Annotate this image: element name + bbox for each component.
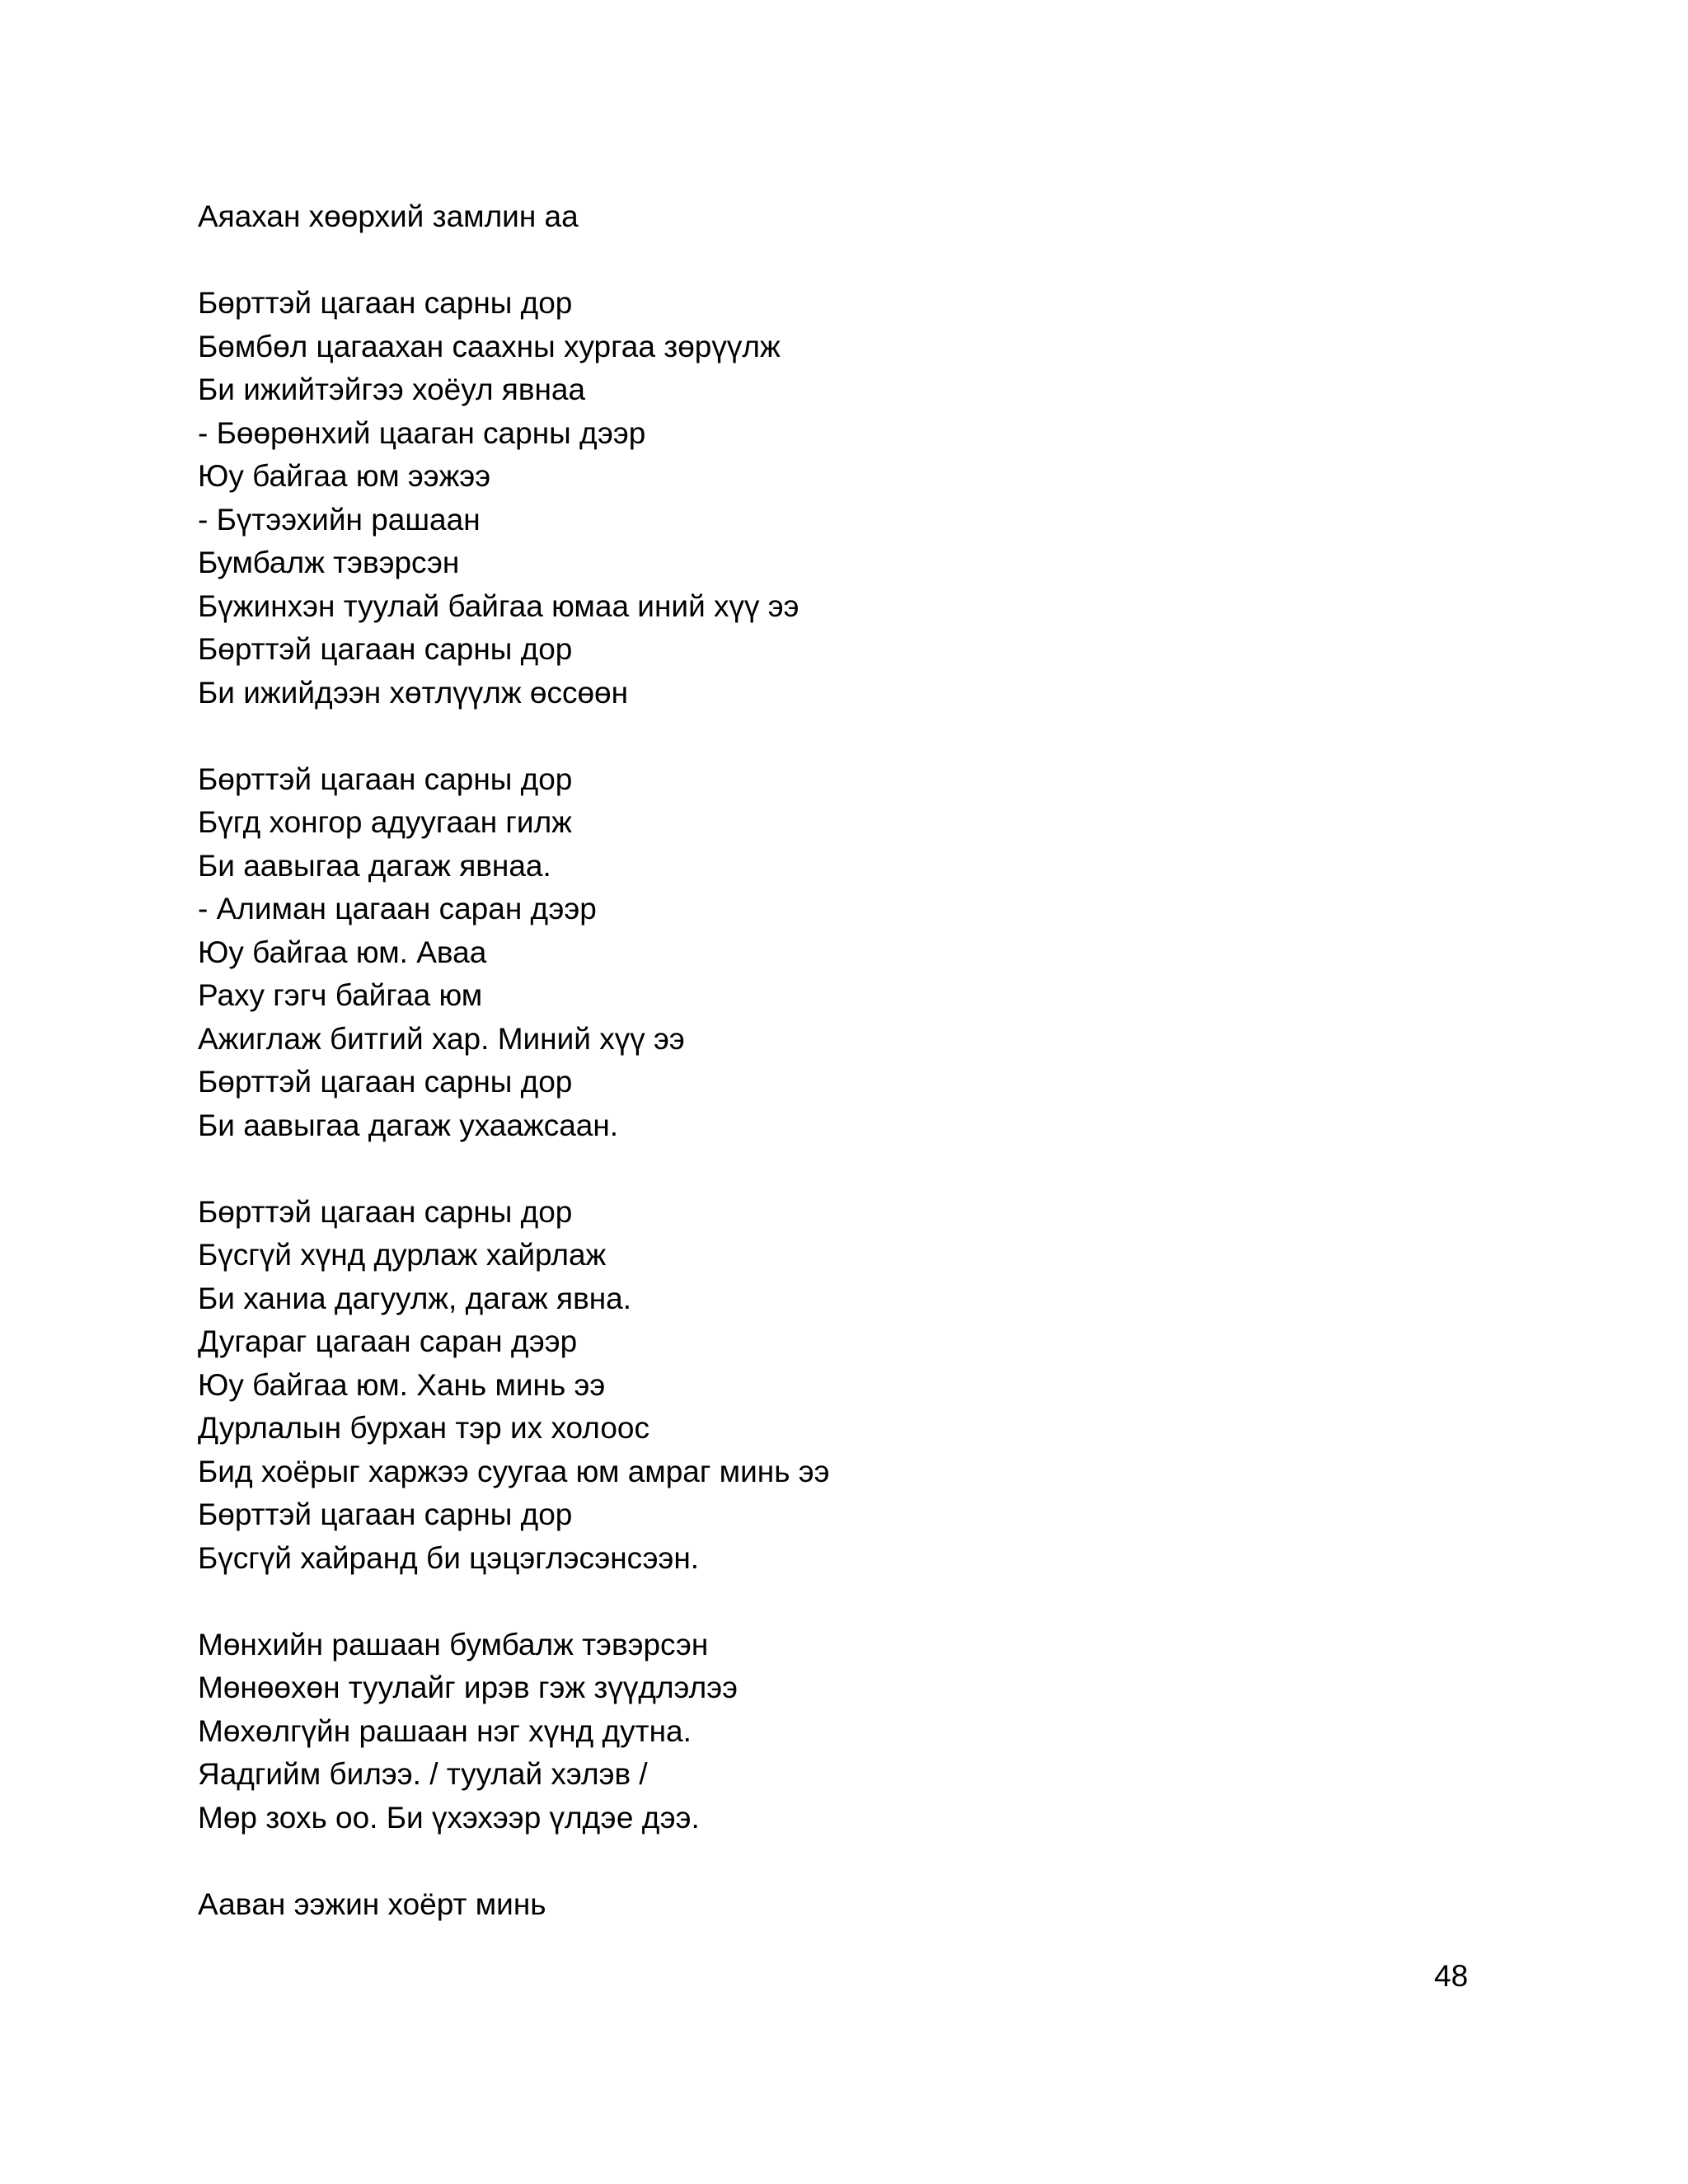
poem-line: Мөнхийн рашаан бумбалж тэвэрсэн [198, 1627, 709, 1661]
poem-line: - Бүтээхийн рашаан [198, 502, 481, 537]
poem-line: Юу байгаа юм. Хань минь ээ [198, 1367, 606, 1402]
poem-line: Бүсгүй хайранд би цэцэглэсэнсээн. [198, 1540, 700, 1575]
poem-line: Дугараг цагаан саран дээр [198, 1324, 578, 1358]
poem-line: Дурлалын бурхан тэр их холоос [198, 1411, 649, 1445]
poem-line: Бүсгүй хүнд дурлаж хайрлаж [198, 1238, 607, 1272]
poem-line: Мөхөлгүйн рашаан нэг хүнд дутна. [198, 1713, 692, 1748]
poem-line: Мөнөөхөн туулайг ирэв гэж зүүдлэлээ [198, 1671, 738, 1704]
stanza-spacer [198, 1840, 1484, 1883]
poem-line: Яадгийм билээ. / туулай хэлэв / [198, 1757, 648, 1791]
poem-line: Бөрттэй цагаан сарны дор [198, 632, 573, 666]
poem-line: Бөрттэй цагаан сарны дор [198, 1497, 573, 1531]
stanza-spacer [198, 1147, 1484, 1191]
stanza [198, 1883, 1484, 1927]
stanza [198, 1191, 1484, 1581]
poem-line: Бөмбөл цагаахан саахны хургаа зөрүүлж [198, 329, 781, 363]
poem-line: Мөр зохь оо. Би үхэхээр үлдэе дээ. [198, 1800, 700, 1835]
stanza [198, 758, 1484, 1148]
poem-line: - Алиман цагаан саран дээр [198, 892, 597, 926]
poem-line: Юу байгаа юм. Аваа [198, 935, 487, 969]
poem-line: Би ханиа дагуулж, дагаж явна. [198, 1281, 632, 1315]
poem-body [198, 195, 1484, 1926]
poem-line: Бөрттэй цагаан сарны дор [198, 286, 573, 320]
poem-line: Бөрттэй цагаан сарны дор [198, 1194, 573, 1229]
stanza-spacer [198, 1580, 1484, 1624]
stanza [198, 1624, 1484, 1840]
poem-line: Би аавыгаа дагаж ухаажсаан. [198, 1108, 619, 1142]
poem-line: Бумбалж тэвэрсэн [198, 546, 460, 579]
poem-line: Бөрттэй цагаан сарны дор [198, 1065, 573, 1099]
stanza-spacer [198, 239, 1484, 283]
poem-line: Раху гэгч байгаа юм [198, 978, 483, 1012]
poem-title: Аяахан хөөрхий замлин аа [198, 199, 579, 233]
page-number: 48 [1434, 1959, 1469, 1993]
poem-line: - Бөөрөнхий цааган сарны дээр [198, 415, 646, 450]
poem-line: Бүгд хонгор адуугаан гилж [198, 805, 572, 839]
poem-line: Бид хоёрыг харжээ суугаа юм амраг минь ээ [198, 1454, 830, 1488]
poem-line: Бөрттэй цагаан сарны дор [198, 762, 573, 796]
stanza-spacer [198, 715, 1484, 758]
poem-line: Ажиглаж битгий хар. Миний хүү ээ [198, 1021, 685, 1056]
poem-line: Бүжинхэн туулай байгаа юмаа иний хүү ээ [198, 588, 799, 623]
poem-line: Би ижийтэйгээ хоёул явнаа [198, 373, 586, 406]
poem-line: Би аавыгаа дагаж явнаа. [198, 848, 551, 883]
poem-line: Юу байгаа юм ээжээ [198, 459, 491, 493]
poem-line: Аавaн ээжин хоёрт минь [198, 1886, 546, 1921]
poem-line: Би ижийдээн хөтлүүлж өссөөн [198, 675, 629, 710]
stanza [198, 282, 1484, 715]
